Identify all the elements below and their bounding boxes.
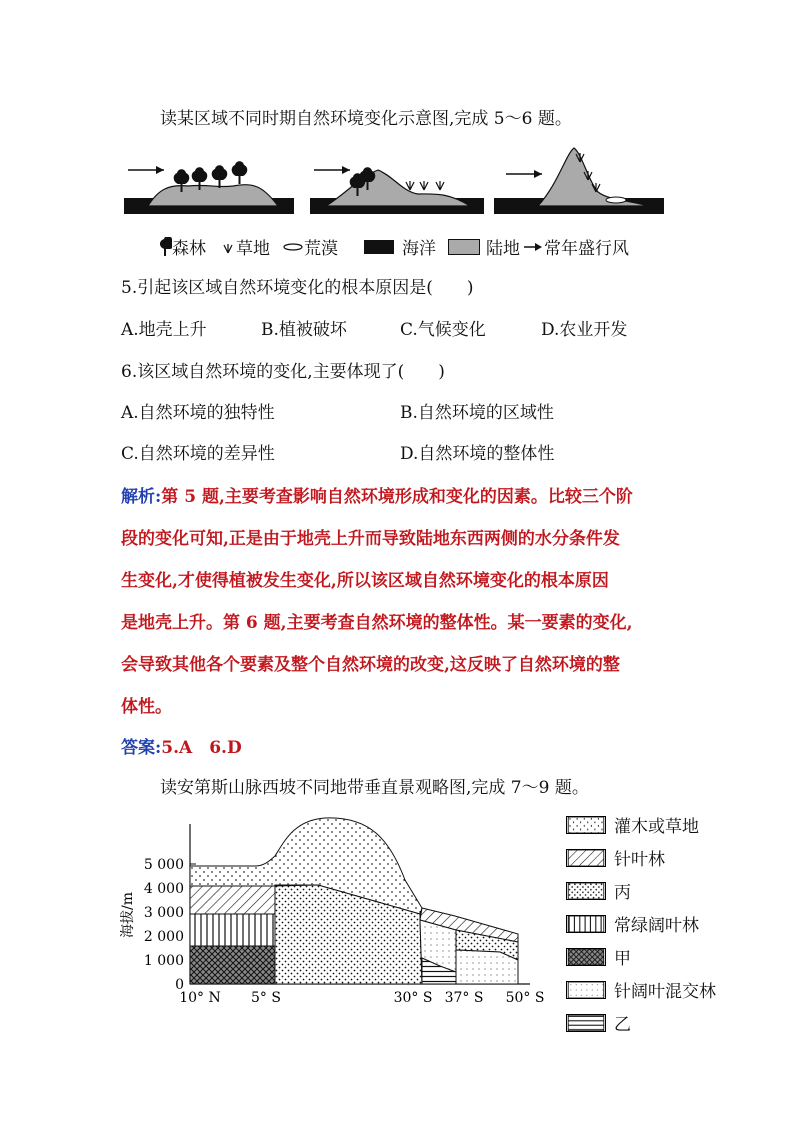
q6-option-d[interactable]: D.自然环境的整体性 [400,444,555,464]
desert-icon [282,241,304,253]
x-tick-50s: 50° S [505,990,545,1006]
analysis-line-4: 是地壳上升。第 6 题,主要考查自然环境的整体性。某一要素的变化, [121,613,633,633]
forest-icon [158,237,172,257]
y-tick-2000: 2 000 [143,929,184,945]
y-tick-5000: 5 000 [143,857,184,873]
legend-jia-label: 甲 [614,949,631,969]
x-tick-30s: 30° S [393,990,433,1006]
stage-3-panel [494,148,664,214]
question-5-stem: 5.引起该区域自然环境变化的根本原因是( ) [121,278,474,298]
x-tick-5s: 5° S [251,990,281,1006]
y-axis-label: 海拔/m [120,892,136,938]
y-tick-1000: 1 000 [143,953,184,969]
legend-item-shrub [566,812,716,837]
q6-option-b[interactable]: B.自然环境的区域性 [400,403,554,423]
ocean-swatch [364,240,394,254]
legend-grass: 草地 [236,239,270,259]
q5-option-a[interactable]: A.地壳上升 [121,320,207,340]
conifer-swatch [566,849,606,867]
q5-option-c[interactable]: C.气候变化 [400,320,486,340]
legend-conifer-label: 针叶林 [614,850,665,870]
legend-evergreen-label: 常绿阔叶林 [614,916,699,936]
y-tick-0: 0 [175,977,184,993]
wind-arrow-icon [522,241,544,253]
legend-item-bing [566,878,716,903]
shrub-swatch [566,816,606,834]
analysis-label: 解析: [121,487,162,507]
jia-swatch [566,948,606,966]
landform-legend [158,234,629,259]
legend-ocean: 海洋 [402,239,436,259]
legend-wind: 常年盛行风 [544,239,629,259]
stage-2-panel [310,166,484,214]
q5-option-d[interactable]: D.农业开发 [541,320,628,340]
legend-land: 陆地 [486,239,520,259]
y-tick-3000: 3 000 [143,905,184,921]
x-tick-37s: 37° S [444,990,484,1006]
landform-change-figure [118,140,678,232]
answer-label: 答案: [121,738,162,758]
x-tick-10n: 10° N [179,990,221,1006]
intro-text-1: 读某区域不同时期自然环境变化示意图,完成 5～6 题。 [160,109,572,129]
land-swatch [448,239,480,255]
legend-item-evergreen [566,911,716,936]
zonation-legend [566,812,716,1035]
analysis-text-1: 第 5 题,主要考查影响自然环境形成和变化的因素。比较三个阶 [161,487,633,507]
yi-swatch [566,1014,606,1032]
legend-desert: 荒漠 [304,239,338,259]
legend-item-yi [566,1010,716,1035]
legend-shrub-label: 灌木或草地 [614,817,699,837]
legend-item-mixed [566,977,716,1002]
legend-item-jia [566,944,716,969]
legend-bing-label: 丙 [614,883,631,903]
q6-option-c[interactable]: C.自然环境的差异性 [121,444,275,464]
y-tick-4000: 4 000 [143,881,184,897]
stage-1-panel [124,161,294,214]
legend-yi-label: 乙 [614,1015,631,1035]
legend-mixed-label: 针阔叶混交林 [614,982,716,1002]
intro-text-2: 读安第斯山脉西坡不同地带垂直景观略图,完成 7～9 题。 [160,778,589,798]
analysis-line-2: 段的变化可知,正是由于地壳上升而导致陆地东西两侧的水分条件发 [121,529,620,549]
question-6-stem: 6.该区域自然环境的变化,主要体现了( ) [121,362,445,382]
answer-line [121,733,242,758]
analysis-line-5: 会导致其他各个要素及整个自然环境的改变,这反映了自然环境的整 [121,655,620,675]
analysis-line-1 [121,482,633,507]
bing-swatch [566,882,606,900]
q5-option-b[interactable]: B.植被破坏 [261,320,347,340]
evergreen-swatch [566,915,606,933]
mixed-swatch [566,981,606,999]
answer-text: 5.A 6.D [161,738,242,758]
legend-forest: 森林 [172,239,206,259]
q6-option-a[interactable]: A.自然环境的独特性 [121,403,275,423]
grass-icon [220,239,236,255]
analysis-line-3: 生变化,才使得植被发生变化,所以该区域自然环境变化的根本原因 [121,571,609,591]
analysis-line-6: 体性。 [121,697,172,717]
andes-zonation-figure [110,810,560,1010]
legend-item-conifer [566,845,716,870]
